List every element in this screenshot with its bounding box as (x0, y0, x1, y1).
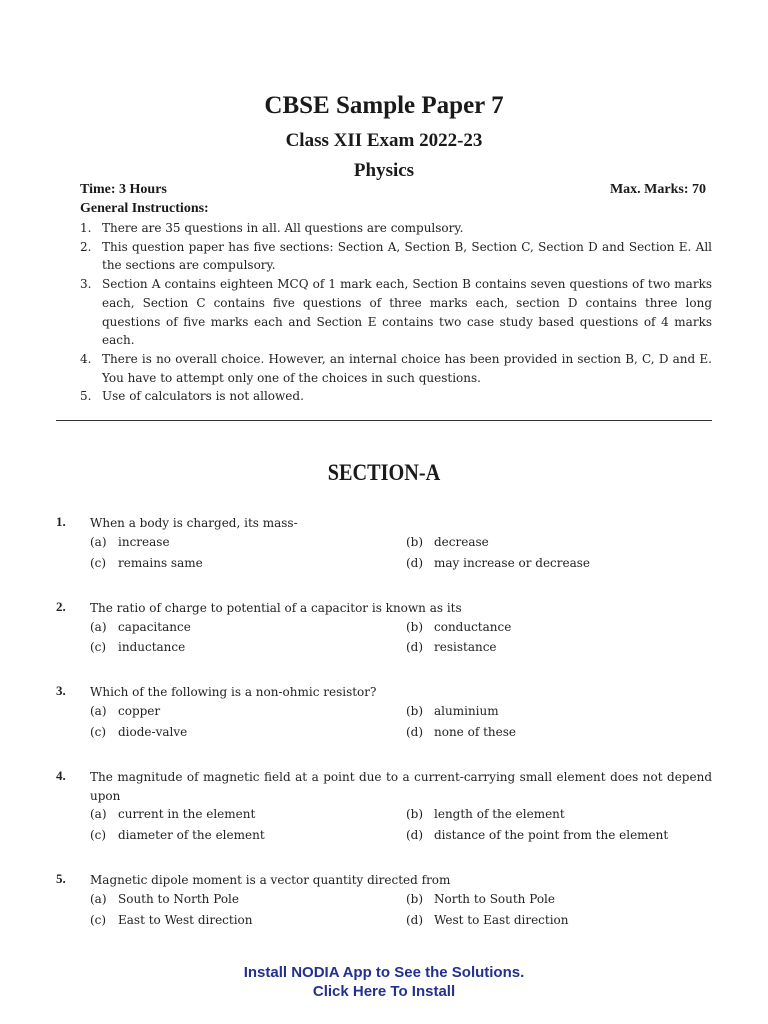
option-text: aluminium (434, 704, 499, 718)
question-text: When a body is charged, its mass- (90, 516, 298, 530)
instruction-item (80, 238, 712, 275)
option-label: (a) (90, 807, 107, 821)
option-label: (c) (90, 913, 107, 927)
instruction-number: 1. (80, 221, 92, 235)
option-label: (a) (90, 535, 107, 549)
question-text: The ratio of charge to potential of a capacitor is known as its (90, 601, 462, 615)
general-instructions-heading: General Instructions: (80, 201, 209, 216)
option-a[interactable] (90, 533, 170, 552)
option-b[interactable] (406, 805, 565, 824)
instruction-number: 3. (80, 277, 92, 292)
question-4 (56, 768, 716, 842)
question-3 (56, 683, 716, 739)
option-text: conductance (434, 620, 512, 634)
option-label: (c) (90, 828, 107, 842)
instruction-item (80, 275, 712, 350)
paper-title: CBSE Sample Paper 7 (264, 92, 504, 119)
question-number: 1. (56, 514, 66, 529)
option-a[interactable] (90, 618, 191, 637)
option-label: (a) (90, 704, 107, 718)
question-1 (56, 514, 716, 570)
option-text: remains same (118, 556, 203, 570)
option-label: (b) (406, 892, 424, 906)
option-c[interactable] (90, 554, 203, 573)
instruction-text: Use of calculators is not allowed. (102, 389, 304, 404)
time-label: Time: 3 Hours (80, 182, 167, 197)
option-d[interactable] (406, 911, 569, 930)
question-text: Magnetic dipole moment is a vector quantity directed from (90, 873, 451, 887)
question-2 (56, 599, 716, 654)
option-text: length of the element (434, 807, 565, 821)
instruction-text: There are 35 questions in all. All questions are compulsory. (102, 221, 464, 235)
option-c[interactable] (90, 911, 253, 930)
option-text: capacitance (118, 620, 191, 634)
instruction-item (80, 387, 712, 406)
instruction-text: There is no overall choice. However, an internal choice has been provided in section B, C, D and E. You have to attempt only one of the choices in such questions. (102, 351, 712, 385)
option-b[interactable] (406, 533, 489, 552)
question-number: 3. (56, 683, 66, 698)
option-c[interactable] (90, 638, 185, 657)
instruction-number: 2. (80, 239, 92, 254)
option-text: diode-valve (118, 725, 188, 739)
option-c[interactable] (90, 723, 187, 742)
option-d[interactable] (406, 826, 668, 845)
option-text: increase (118, 535, 170, 549)
option-c[interactable] (90, 826, 265, 845)
paper-subtitle: Class XII Exam 2022-23 (285, 130, 483, 151)
paper-subject: Physics (353, 160, 415, 181)
instruction-item (80, 219, 712, 238)
option-label: (d) (406, 640, 424, 654)
option-label: (b) (406, 807, 424, 821)
option-a[interactable] (90, 702, 160, 721)
option-d[interactable] (406, 638, 497, 657)
question-number: 2. (56, 599, 66, 614)
option-d[interactable] (406, 723, 516, 742)
option-label: (d) (406, 913, 424, 927)
option-label: (a) (90, 892, 107, 906)
question-text: The magnitude of magnetic field at a point due to a current-carrying small element does not depend upon (90, 770, 712, 803)
instructions-list (80, 219, 712, 406)
option-text: West to East direction (434, 913, 569, 927)
option-text: inductance (118, 640, 186, 654)
option-label: (d) (406, 725, 424, 739)
option-text: decrease (434, 535, 489, 549)
option-label: (b) (406, 704, 424, 718)
option-text: North to South Pole (434, 892, 555, 906)
option-text: resistance (434, 640, 497, 654)
max-marks-label: Max. Marks: 70 (609, 182, 706, 197)
option-label: (b) (406, 620, 424, 634)
option-text: current in the element (118, 807, 256, 821)
option-b[interactable] (406, 890, 555, 909)
instruction-text: This question paper has five sections: Section A, Section B, Section C, Section D and Section E. All the sections are compulsory. (102, 239, 712, 273)
option-text: South to North Pole (118, 892, 239, 906)
option-text: East to West direction (118, 913, 253, 927)
option-a[interactable] (90, 890, 239, 909)
option-label: (a) (90, 620, 107, 634)
question-number: 4. (56, 768, 66, 783)
instruction-number: 4. (80, 351, 92, 366)
click-to-install-link[interactable]: Click Here To Install (312, 983, 456, 1000)
section-heading: SECTION-A (327, 460, 441, 485)
option-d[interactable] (406, 554, 590, 573)
instruction-text: Section A contains eighteen MCQ of 1 mark each, Section B contains seven questions of two marks each, Section C contains five questions of three marks each, section D contains three long questions of five marks each and Section E contains two case study based questions of 4 marks each. (102, 277, 712, 348)
option-text: none of these (434, 725, 516, 739)
option-a[interactable] (90, 805, 255, 824)
option-label: (c) (90, 640, 107, 654)
instruction-item (80, 350, 712, 387)
option-b[interactable] (406, 618, 511, 637)
option-b[interactable] (406, 702, 499, 721)
option-label: (c) (90, 556, 107, 570)
option-label: (b) (406, 535, 424, 549)
option-text: distance of the point from the element (434, 828, 669, 842)
option-label: (d) (406, 556, 424, 570)
option-text: diameter of the element (118, 828, 265, 842)
horizontal-divider (56, 420, 712, 421)
instruction-number: 5. (80, 389, 92, 404)
question-number: 5. (56, 871, 66, 886)
option-text: may increase or decrease (434, 556, 591, 570)
option-label: (d) (406, 828, 424, 842)
option-text: copper (118, 704, 161, 718)
question-5 (56, 871, 716, 927)
option-label: (c) (90, 725, 107, 739)
install-app-link[interactable]: Install NODIA App to See the Solutions. (243, 964, 525, 981)
question-text: Which of the following is a non-ohmic resistor? (90, 685, 377, 699)
